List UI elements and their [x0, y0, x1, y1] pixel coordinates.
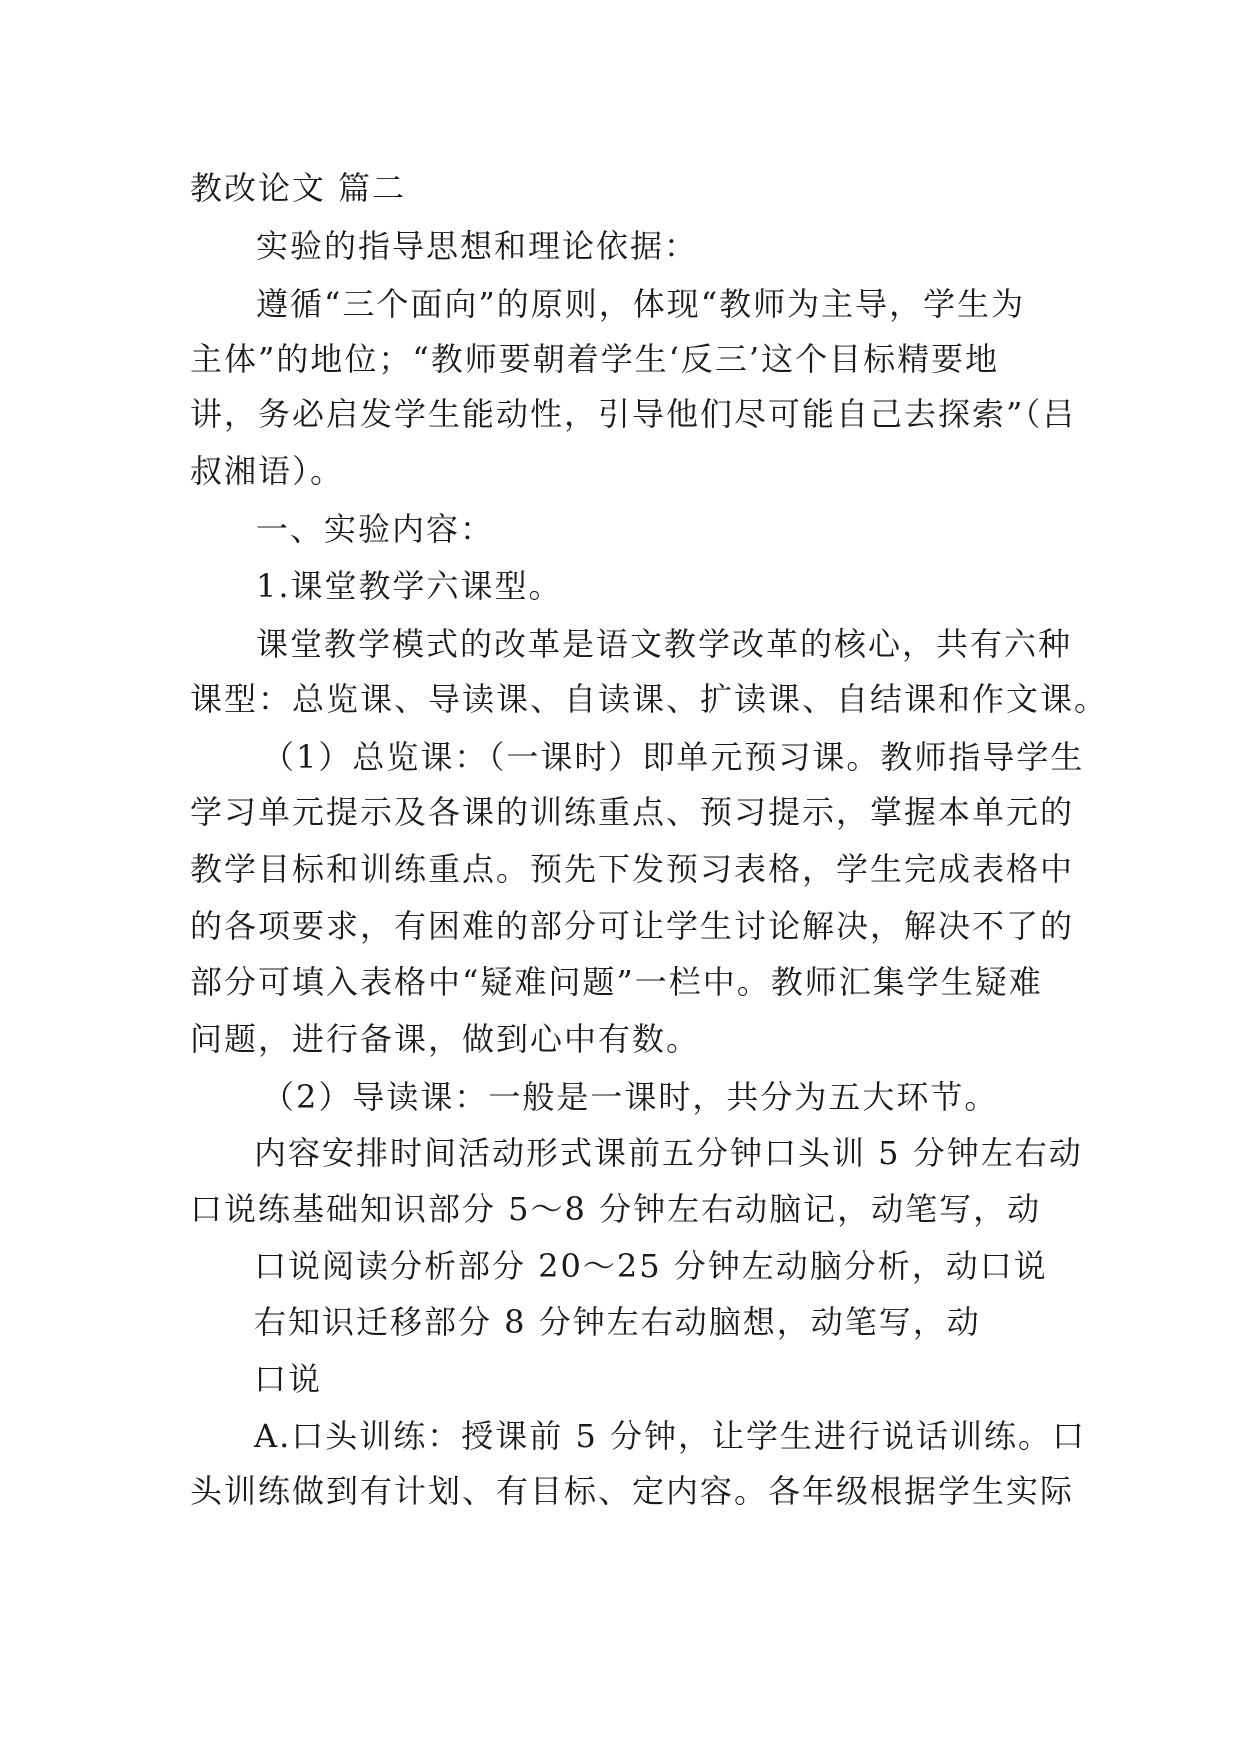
table-text-line: 内容安排时间活动形式课前五分钟口头训 5 分钟左右动: [254, 1134, 1083, 1172]
paragraph-line: （1）总览课：（一课时）即单元预习课。教师指导学生: [262, 738, 1085, 776]
subsection-heading: 1.课堂教学六课型。: [256, 567, 563, 605]
table-text-line: 口说: [254, 1360, 323, 1398]
paragraph-line: 的各项要求，有困难的部分可让学生讨论解决，解决不了的: [190, 907, 1075, 945]
document-title: 教改论文 篇二: [190, 169, 407, 207]
paragraph-line: 主体”的地位；“教师要朝着学生‘反三’这个目标精要地: [190, 340, 1000, 378]
paragraph-line: 叔湘语）。: [190, 452, 345, 490]
paragraph-line: 教学目标和训练重点。预先下发预习表格，学生完成表格中: [190, 850, 1075, 888]
paragraph-line: 头训练做到有计划、有目标、定内容。各年级根据学生实际: [190, 1472, 1075, 1510]
paragraph-line: 课堂教学模式的改革是语文教学改革的核心，共有六种: [256, 625, 1073, 663]
paragraph-line: 讲，务必启发学生能动性，引导他们尽可能自己去探索”（吕: [190, 395, 1077, 433]
paragraph-line: A.口头训练：授课前 5 分钟，让学生进行说话训练。口: [254, 1417, 1086, 1455]
table-text-line: 右知识迁移部分 8 分钟左右动脑想，动笔写，动: [254, 1303, 981, 1341]
paragraph-line: 课型：总览课、导读课、自读课、扩读课、自结课和作文课。: [190, 680, 1109, 718]
paragraph-line: （2）导读课：一般是一课时，共分为五大环节。: [262, 1078, 999, 1116]
paragraph-line: 部分可填入表格中“疑难问题”一栏中。教师汇集学生疑难: [190, 963, 1043, 1001]
paragraph-line: 问题，进行备课，做到心中有数。: [190, 1020, 701, 1058]
table-text-line: 口说练基础知识部分 5～8 分钟左右动脑记，动笔写，动: [190, 1190, 1042, 1228]
section-heading: 一、实验内容：: [256, 510, 495, 548]
paragraph-line: 学习单元提示及各课的训练重点、预习提示，掌握本单元的: [190, 793, 1075, 831]
paragraph-line: 实验的指导思想和理论依据：: [256, 227, 699, 265]
table-text-line: 口说阅读分析部分 20～25 分钟左动脑分析，动口说: [254, 1247, 1048, 1285]
paragraph-line: 遵循“三个面向”的原则，体现“教师为主导，学生为: [256, 285, 1026, 323]
